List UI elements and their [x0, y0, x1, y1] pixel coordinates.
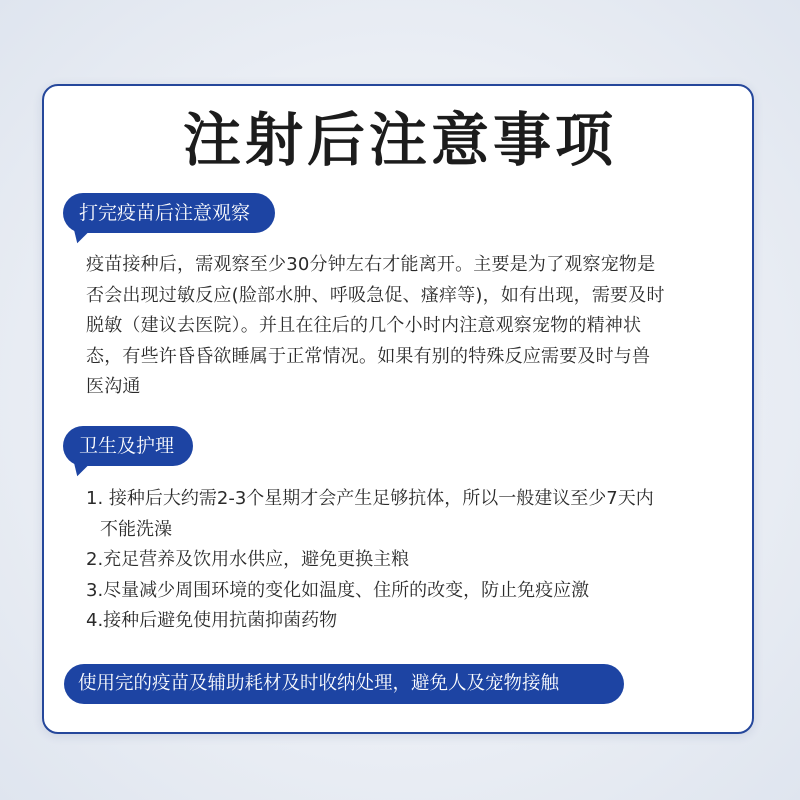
- list-item: [86, 545, 746, 576]
- footer-note: 使用完的疫苗及辅助耗材及时收纳处理，避免人及宠物接触: [64, 664, 624, 704]
- section-heading-observation: 打完疫苗后注意观察: [63, 193, 275, 233]
- list-item: [86, 576, 746, 607]
- list-item-text: 1. 接种后大约需2-3个星期才会产生足够抗体，所以一般建议至少7天内: [86, 488, 654, 509]
- list-item: [86, 484, 746, 545]
- page-title: 注射后注意事项: [182, 106, 617, 174]
- paragraph-line: 脱敏（建议去医院）。并且在往后的几个小时内注意观察宠物的精神状: [86, 315, 642, 336]
- paragraph-line: 医沟通: [86, 376, 141, 397]
- section-heading-hygiene: 卫生及护理: [63, 426, 193, 466]
- list-item-text: 2.充足营养及饮用水供应，避免更换主粮: [86, 549, 410, 570]
- paragraph-line: 否会出现过敏反应(脸部水肿、呼吸急促、瘙痒等)，如有出现，需要及时: [86, 284, 665, 306]
- list-item-text-continued: 不能洗澡: [100, 518, 172, 540]
- list-item-text: 4.接种后避免使用抗菌抑菌药物: [86, 610, 338, 631]
- notice-card: [42, 84, 754, 734]
- paragraph-line: 态，有些许昏昏欲睡属于正常情况。如果有别的特殊反应需要及时与兽: [86, 345, 651, 367]
- list-item: [86, 606, 746, 637]
- hygiene-list: [86, 484, 746, 637]
- observation-paragraph: [86, 250, 746, 403]
- list-item-text: 3.尽量减少周围环境的变化如温度、住所的改变，防止免疫应激: [86, 579, 590, 601]
- paragraph-line: 疫苗接种后，需观察至少30分钟左右才能离开。主要是为了观察宠物是: [86, 254, 656, 275]
